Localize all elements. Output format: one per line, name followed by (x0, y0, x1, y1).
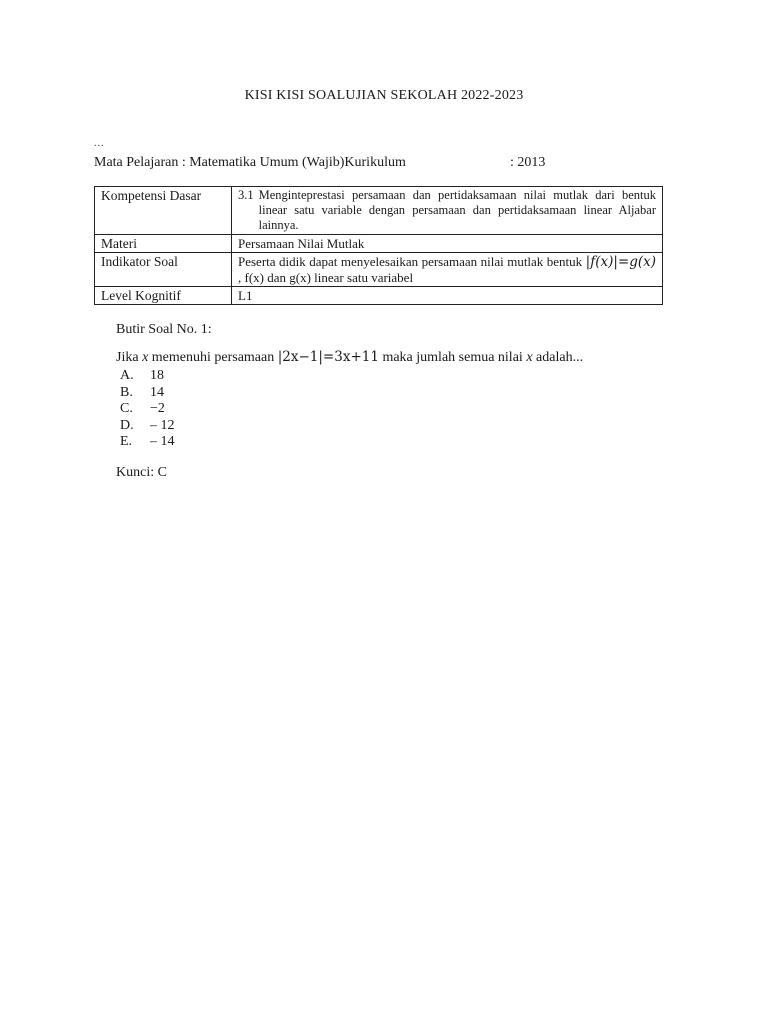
option-letter: C. (120, 401, 133, 416)
row-label-indikator: Indikator Soal (95, 253, 232, 287)
answer-key: Kunci: C (116, 464, 167, 480)
stem-equation: |2x−1|=3x+11 (277, 349, 379, 365)
option-letter: A. (120, 368, 134, 383)
option-letter: B. (120, 384, 133, 400)
row-value-level: L1 (232, 287, 663, 305)
option-value: 14 (150, 384, 164, 400)
subject-line (94, 155, 564, 171)
kd-description: Menginteprestasi persamaan dan pertidaksamaan nilai mutlak dari bentuk linear satu variable dengan persamaan dan pertidaksamaan linear Aljabar lainnya. (258, 188, 656, 232)
row-label-materi: Materi (95, 235, 232, 253)
stem-prefix: Jika (116, 350, 143, 365)
option-value: – 14 (150, 434, 175, 449)
table-row (95, 235, 663, 253)
indikator-text: Peserta didik dapat menyelesaikan persamaan nilai mutlak bentuk (238, 254, 583, 269)
row-label-kompetensi: Kompetensi Dasar (95, 187, 232, 235)
row-value-materi: Persamaan Nilai Mutlak (232, 235, 663, 253)
kd-number: 3.1 (238, 188, 254, 202)
curriculum-value: : 2013 (510, 155, 546, 170)
option-value: −2 (150, 401, 165, 416)
stem-suffix: maka jumlah semua nilai (378, 350, 527, 365)
question-stem (116, 349, 676, 366)
list-item (120, 434, 676, 451)
row-value-kompetensi (232, 187, 663, 235)
stem-end: adalah... (532, 350, 584, 365)
stem-variable: x (142, 350, 149, 365)
ellipsis-dots: ... (94, 138, 105, 149)
kisi-table (94, 186, 663, 305)
subject-label: Mata Pelajaran : Matematika Umum (Wajib)Kurikulum (94, 155, 406, 170)
stem-mid: memenuhi persamaan (148, 350, 278, 365)
row-label-level: Level Kognitif (95, 287, 232, 305)
question-block (116, 322, 676, 481)
question-heading: Butir Soal No. 1: (116, 322, 212, 337)
option-letter: E. (120, 434, 133, 449)
stem-variable-2: x (526, 350, 533, 365)
list-item (120, 385, 676, 402)
answer-options (116, 368, 676, 451)
indikator-formula: |f(x)|=g(x) (585, 254, 656, 270)
indikator-suffix: , f(x) dan g(x) linear satu variabel (238, 270, 414, 285)
list-item (120, 368, 676, 385)
option-value: 18 (150, 368, 164, 383)
option-value: – 12 (150, 417, 175, 433)
option-letter: D. (120, 417, 134, 433)
table-row (95, 187, 663, 235)
row-value-indikator (232, 253, 663, 287)
table-row (95, 253, 663, 287)
page-title: KISI KISI SOALUJIAN SEKOLAH 2022-2023 (244, 88, 524, 103)
list-item (120, 418, 676, 435)
table-row (95, 287, 663, 305)
list-item (120, 401, 676, 418)
